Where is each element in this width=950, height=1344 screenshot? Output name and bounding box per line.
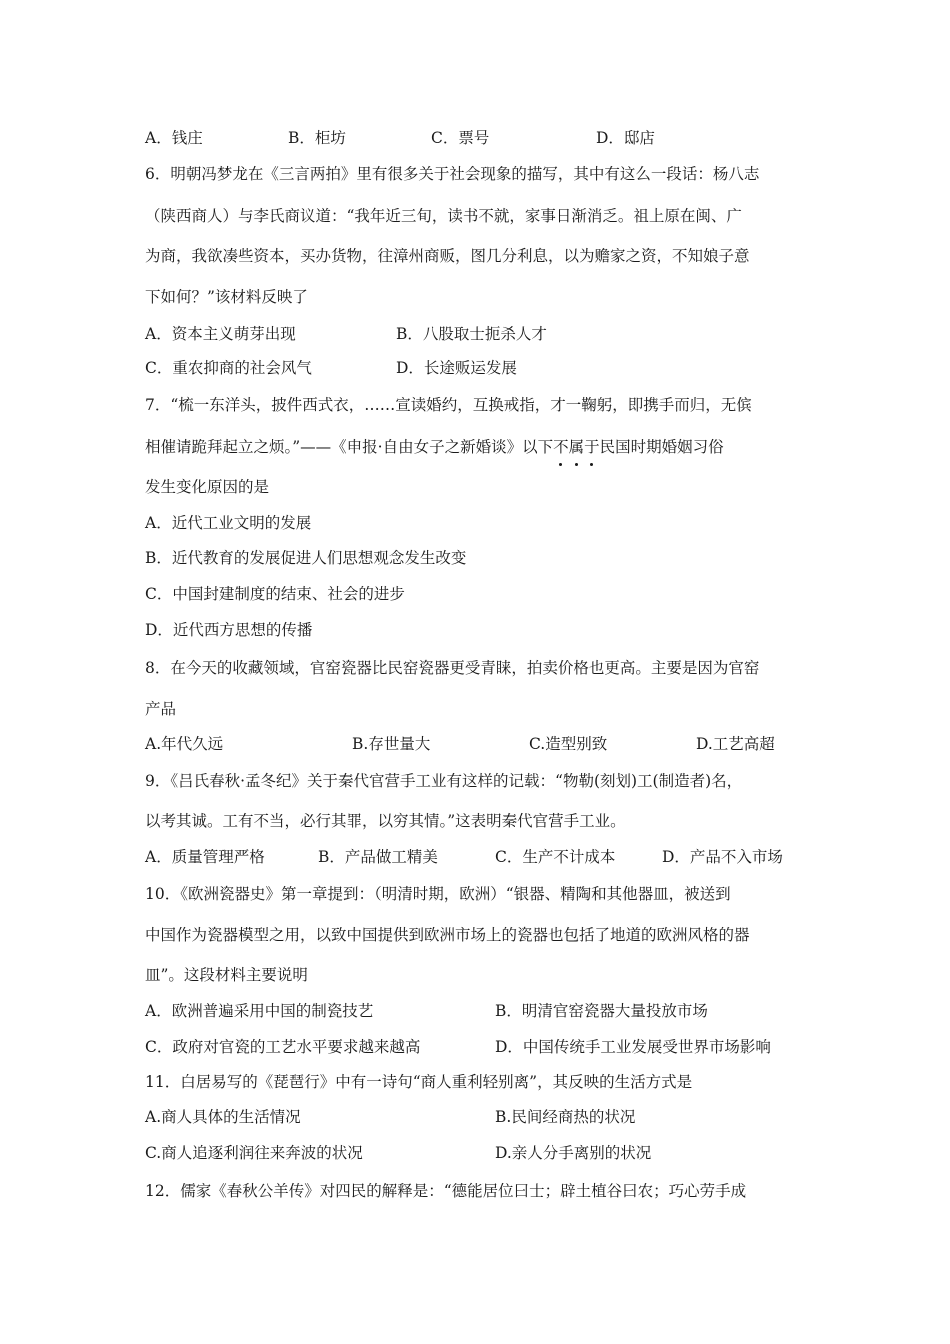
q7-stem-line-1: 7．“梳一东洋头，披件西式衣，……宣读婚约，互换戒指，才一鞠躬，即携手而归，无傧 bbox=[145, 396, 752, 414]
q10-option-d: D．中国传统手工业发展受世界市场影响 bbox=[495, 1038, 771, 1056]
q9-option-a: A．质量管理严格 bbox=[145, 848, 265, 866]
q8-option-d: D.工艺高超 bbox=[696, 735, 775, 753]
q7-emphasis-char-3: 于 bbox=[584, 438, 600, 456]
q10-stem-line-3: 皿”。这段材料主要说明 bbox=[145, 966, 308, 984]
q6-stem-line-4: 下如何？”该材料反映了 bbox=[145, 288, 308, 306]
q7-emphasis-char-2: 属 bbox=[568, 438, 585, 456]
q9-option-d: D．产品不入市场 bbox=[662, 848, 783, 866]
q11-option-d: D.亲人分手离别的状况 bbox=[495, 1144, 652, 1162]
q11-option-c: C.商人追逐利润往来奔波的状况 bbox=[145, 1144, 363, 1162]
q7-option-c: C．中国封建制度的结束、社会的进步 bbox=[145, 585, 405, 603]
q7-option-d: D．近代西方思想的传播 bbox=[145, 621, 313, 639]
q7-stem-line-3: 发生变化原因的是 bbox=[145, 478, 270, 496]
q7-stem-line-2 bbox=[145, 437, 724, 457]
q10-option-a: A．欧洲普遍采用中国的制瓷技艺 bbox=[145, 1002, 374, 1020]
q10-option-b: B．明清官窑瓷器大量投放市场 bbox=[495, 1002, 708, 1020]
q10-stem-line-1: 10．《欧洲瓷器史》第一章提到：（明清时期，欧洲）“银器、精陶和其他器皿，被送到 bbox=[145, 885, 731, 903]
q6-option-c: C．重农抑商的社会风气 bbox=[145, 359, 312, 377]
q9-stem-line-1: 9．《吕氏春秋·孟冬纪》关于秦代官营手工业有这样的记载：“物勒(刻划)工(制造者)名， bbox=[145, 772, 743, 790]
q11-stem-line: 11．白居易写的《琵琶行》中有一诗句“商人重利轻别离”，其反映的生活方式是 bbox=[145, 1073, 693, 1091]
q8-stem-line-1: 8．在今天的收藏领域，官窑瓷器比民窑瓷器更受青睐，拍卖价格也更高。主要是因为官窑 bbox=[145, 659, 760, 677]
q6-option-d: D．长途贩运发展 bbox=[396, 359, 517, 377]
q12-stem-line: 12．儒家《春秋公羊传》对四民的解释是：“德能居位曰士；辟土植谷曰农；巧心劳手成 bbox=[145, 1182, 747, 1200]
q6-option-b: B．八股取士扼杀人才 bbox=[396, 325, 547, 343]
q7-option-a: A．近代工业文明的发展 bbox=[145, 514, 312, 532]
q8-option-b: B.存世量大 bbox=[352, 735, 431, 753]
q10-option-c: C．政府对官瓷的工艺水平要求越来越高 bbox=[145, 1038, 421, 1056]
q8-option-c: C.造型别致 bbox=[529, 735, 608, 753]
q6-stem-line-1: 6．明朝冯梦龙在《三言两拍》里有很多关于社会现象的描写，其中有这么一段话：杨八志 bbox=[145, 165, 760, 183]
q7-emphasis-char-1: 不 bbox=[553, 438, 569, 456]
q8-stem-line-2: 产品 bbox=[145, 700, 177, 718]
q9-option-b: B．产品做工精美 bbox=[318, 848, 438, 866]
q5-option-d: D．邸店 bbox=[596, 129, 655, 147]
q9-option-c: C．生产不计成本 bbox=[495, 848, 616, 866]
q10-stem-line-2: 中国作为瓷器模型之用，以致中国提供到欧洲市场上的瓷器也包括了地道的欧洲风格的器 bbox=[145, 926, 750, 944]
q9-stem-line-2: 以考其诚。工有不当，必行其罪，以穷其情。”这表明秦代官营手工业。 bbox=[145, 812, 626, 830]
q7-stem-line-2-end: 民国时期婚姻习俗 bbox=[599, 438, 724, 456]
q8-option-a: A.年代久远 bbox=[145, 735, 224, 753]
q6-stem-line-3: 为商，我欲凑些资本，买办货物，往漳州商贩，图几分利息，以为赡家之资，不知娘子意 bbox=[145, 247, 750, 265]
q7-stem-line-2-start: 相催请跪拜起立之烦。”——《申报·自由女子之新婚谈》以下 bbox=[145, 438, 554, 456]
q6-option-a: A．资本主义萌芽出现 bbox=[145, 325, 296, 343]
q11-option-a: A.商人具体的生活情况 bbox=[145, 1108, 301, 1126]
q11-option-b: B.民间经商热的状况 bbox=[495, 1108, 636, 1126]
q5-option-a: A．钱庄 bbox=[145, 129, 203, 147]
q5-option-c: C．票号 bbox=[431, 129, 490, 147]
q5-option-b: B．柜坊 bbox=[288, 129, 346, 147]
q6-stem-line-2: （陕西商人）与李氏商议道：“我年近三旬，读书不就，家事日渐消乏。祖上原在闽、广 bbox=[145, 207, 742, 225]
q7-option-b: B．近代教育的发展促进人们思想观念发生改变 bbox=[145, 549, 467, 567]
